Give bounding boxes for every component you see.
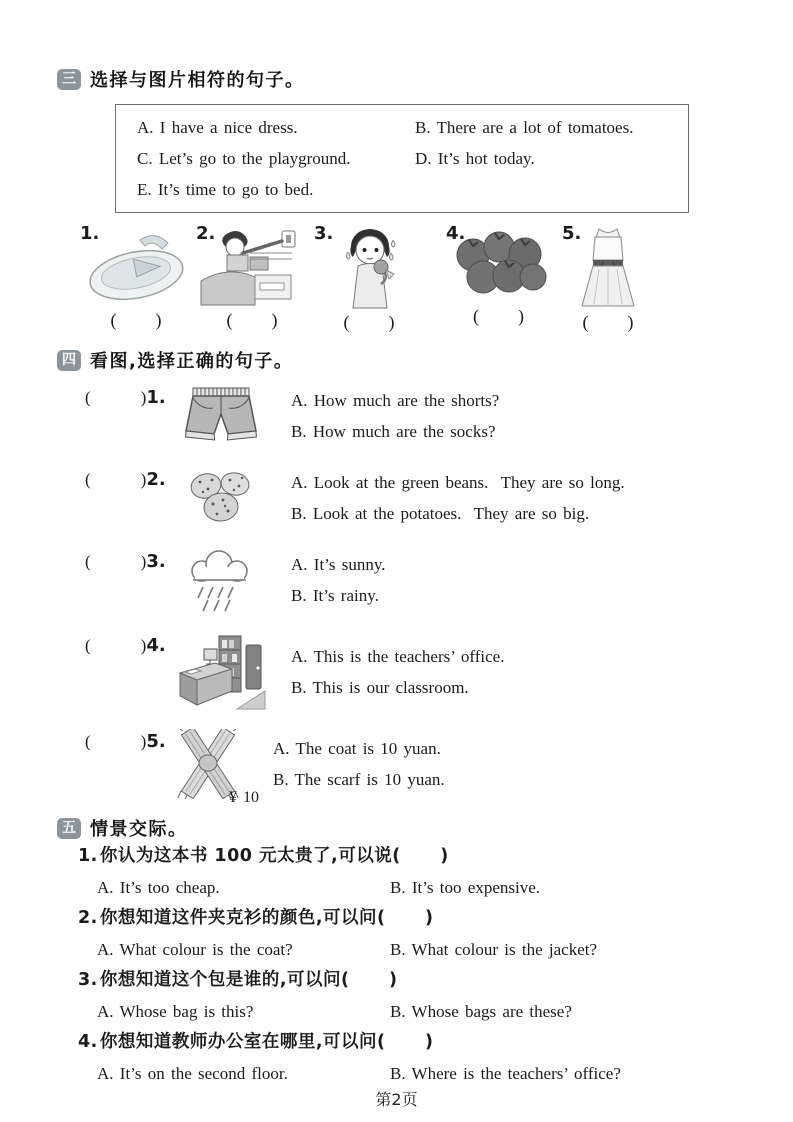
- option-a: A. How much are the shorts?: [291, 391, 500, 410]
- question-5-4: [57, 1027, 793, 1089]
- answer-blank: ( ): [85, 636, 147, 655]
- option-a: A. What colour is the coat?: [97, 940, 293, 959]
- picture-number: 3.: [314, 223, 334, 244]
- question-4-3: [85, 549, 793, 621]
- answer-blank: ( ): [226, 310, 278, 330]
- question-number: 2.: [146, 469, 166, 490]
- section-3: [57, 66, 793, 337]
- picture-row: [57, 221, 793, 337]
- question-number: 1.: [78, 846, 98, 866]
- teachers-office-image: [175, 633, 267, 713]
- sentence-choice-box: [115, 104, 689, 213]
- question-4-4: [85, 633, 793, 717]
- price-label: ¥ 10: [229, 789, 259, 806]
- section-5: [57, 815, 793, 1089]
- option-b: B. What colour is the jacket?: [390, 940, 598, 959]
- question-stem: 你想知道这件夹克衫的颜色,可以问( ): [99, 908, 434, 928]
- question-5-2: [57, 903, 793, 965]
- picture-number: 1.: [80, 223, 100, 244]
- choice-row: [137, 174, 678, 205]
- answer-blank: ( ): [343, 312, 395, 332]
- option-a: A. The coat is 10 yuan.: [273, 739, 441, 758]
- question-number: 3.: [146, 551, 166, 572]
- option-a: A. It’s too cheap.: [97, 878, 220, 897]
- question-5-1: [57, 841, 793, 903]
- choice-row: [137, 112, 678, 143]
- picture-item-1: [80, 221, 192, 331]
- option-a: A. This is the teachers’ office.: [291, 647, 505, 666]
- shorts-image: [182, 385, 260, 447]
- picture-number: 2.: [196, 223, 216, 244]
- section-5-title: 情景交际。: [90, 819, 188, 840]
- choice-c: C. Let’s go to the playground.: [137, 149, 351, 168]
- question-4-5: [85, 729, 793, 807]
- picture-item-2: [196, 221, 308, 331]
- rain-cloud-image: [181, 549, 261, 615]
- question-number: 2.: [78, 908, 98, 928]
- option-b: B. How much are the socks?: [291, 422, 496, 441]
- question-number: 4.: [78, 1032, 98, 1052]
- question-4-1: [85, 385, 793, 455]
- section-4: [57, 347, 793, 807]
- choice-b: B. There are a lot of tomatoes.: [415, 118, 634, 137]
- picture-number: 5.: [562, 223, 582, 244]
- answer-blank: ( ): [85, 552, 147, 571]
- option-b: B. The scarf is 10 yuan.: [273, 770, 445, 789]
- section-4-title: 看图,选择正确的句子。: [90, 351, 294, 372]
- choice-a: A. I have a nice dress.: [137, 118, 298, 137]
- option-a: A. Look at the green beans. They are so long.: [291, 473, 625, 492]
- choice-row: [137, 143, 678, 174]
- choice-e: E. It’s time to go to bed.: [137, 180, 314, 199]
- option-b: B. This is our classroom.: [291, 678, 469, 697]
- question-stem: 你想知道教师办公室在哪里,可以问( ): [99, 1032, 434, 1052]
- section-4-header: [57, 347, 793, 373]
- option-b: B. It’s too expensive.: [390, 878, 541, 897]
- section-5-badge: 五: [57, 818, 81, 839]
- picture-item-4: [446, 221, 551, 327]
- option-b: B. Where is the teachers’ office?: [390, 1064, 621, 1083]
- option-b: B. Look at the potatoes. They are so big.: [291, 504, 590, 523]
- question-number: 4.: [146, 635, 166, 656]
- dress-image: [577, 227, 639, 309]
- picture-number: 4.: [446, 223, 466, 244]
- page-number: 第2页: [375, 1090, 418, 1109]
- choice-d: D. It’s hot today.: [415, 149, 535, 168]
- playground-image: [84, 227, 188, 307]
- answer-blank: ( ): [85, 470, 147, 489]
- picture-item-5: [562, 221, 654, 333]
- answer-blank: ( ): [110, 310, 162, 330]
- potatoes-image: [181, 467, 261, 529]
- picture-item-3: [314, 221, 424, 333]
- section-3-badge: 三: [57, 69, 81, 90]
- answer-blank: ( ): [85, 388, 147, 407]
- girl-feeling-hot-image: [331, 227, 407, 309]
- question-number: 5.: [146, 731, 166, 752]
- section-4-badge: 四: [57, 350, 81, 371]
- section-5-header: [57, 815, 793, 841]
- option-b: B. It’s rainy.: [291, 586, 379, 605]
- question-number: 1.: [146, 387, 166, 408]
- question-number: 3.: [78, 970, 98, 990]
- option-b: B. Whose bags are these?: [390, 1002, 572, 1021]
- section-3-title: 选择与图片相符的句子。: [90, 70, 305, 91]
- question-stem: 你想知道这个包是谁的,可以问( ): [99, 970, 398, 990]
- section-3-header: [57, 66, 793, 92]
- option-a: A. Whose bag is this?: [97, 1002, 254, 1021]
- question-4-2: [85, 467, 793, 537]
- option-a: A. It’s on the second floor.: [97, 1064, 288, 1083]
- answer-blank: ( ): [473, 306, 524, 326]
- option-a: A. It’s sunny.: [291, 555, 386, 574]
- question-5-3: [57, 965, 793, 1027]
- question-stem: 你认为这本书 100 元太贵了,可以说( ): [99, 846, 449, 866]
- answer-blank: ( ): [582, 312, 634, 332]
- answer-blank: ( ): [85, 732, 147, 751]
